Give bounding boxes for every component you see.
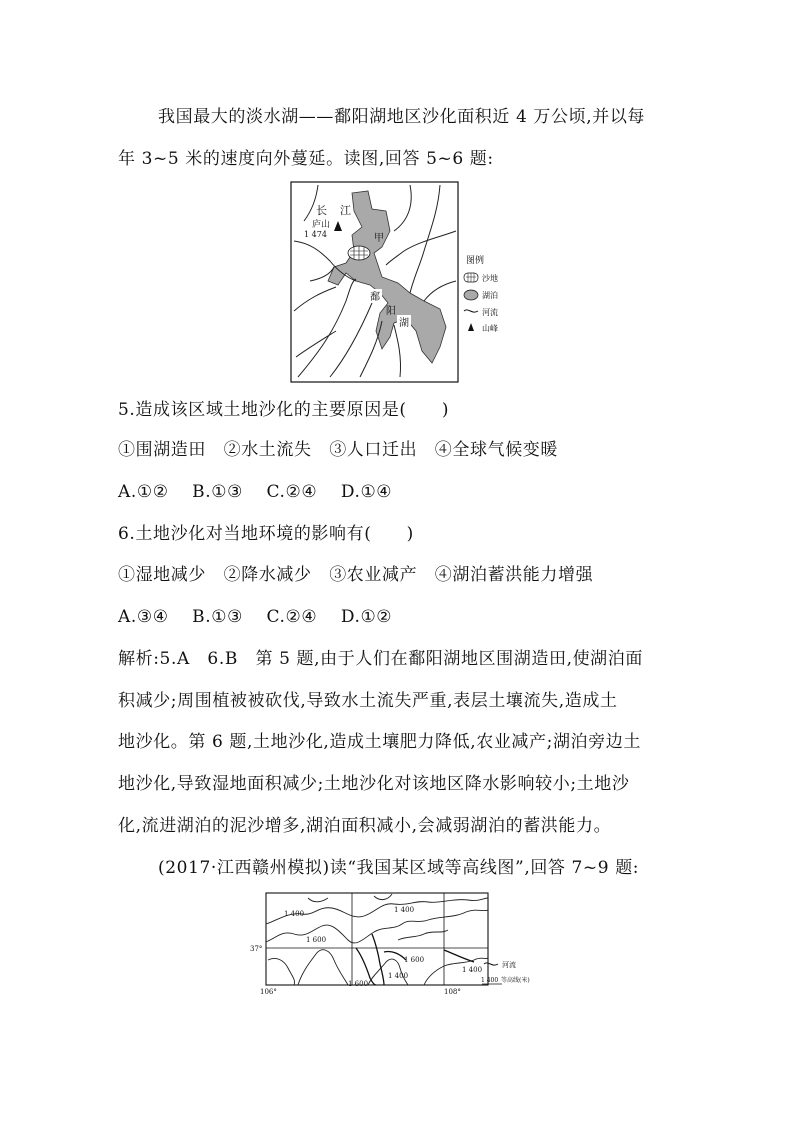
label-hu: 湖 xyxy=(399,318,409,329)
label-yang: 阳 xyxy=(386,306,396,317)
legend-peak-icon xyxy=(468,323,474,331)
intro-line-1: 我国最大的淡水湖——鄱阳湖地区沙化面积近 4 万公顷,并以每 xyxy=(158,107,646,127)
contour-label-1: 1 400 xyxy=(284,910,305,918)
label-chang: 长 xyxy=(316,204,327,217)
contour-label-6: 1 600 xyxy=(348,980,369,988)
legend2-river-label: 河流 xyxy=(502,961,516,969)
label-lushan: 庐山 xyxy=(312,220,331,230)
q6-choices: A.③④ B.①③ C.②④ D.①② xyxy=(118,607,393,627)
analysis-line-4: 地沙化,导致湿地面积减少;土地沙化对该地区降水影响较小;土地沙 xyxy=(118,774,630,794)
analysis-line-1: 解析:5.A 6.B 第 5 题,由于人们在鄱阳湖地区围湖造田,使湖泊面 xyxy=(118,649,643,669)
contour-label-5: 1 400 xyxy=(388,972,409,980)
q6-options: ①湿地减少 ②降水减少 ③农业减产 ④湖泊蓄洪能力增强 xyxy=(118,565,594,585)
legend-river-icon xyxy=(464,310,478,312)
contour-label-3: 1 600 xyxy=(306,936,327,944)
contour-label-4: 1 600 xyxy=(404,956,425,964)
contour-map xyxy=(248,890,548,996)
legend-lake-label: 湖泊 xyxy=(482,291,498,300)
legend-river-label: 河流 xyxy=(482,308,498,317)
sand-area xyxy=(348,246,370,260)
legend-title: 图例 xyxy=(466,256,485,266)
analysis-line-2: 积减少;周围植被被砍伐,导致水土流失严重,表层土壤流失,造成土 xyxy=(118,691,618,711)
map1-legend xyxy=(464,254,498,333)
label-jiang: 江 xyxy=(340,204,351,217)
legend-lake-icon xyxy=(464,290,478,300)
analysis-line-5: 化,流进湖泊的泥沙增多,湖泊面积减小,会减弱湖泊的蓄洪能力。 xyxy=(118,816,612,836)
label-po: 鄱 xyxy=(370,292,380,303)
map2-frame xyxy=(266,893,488,985)
legend-peak-label: 山峰 xyxy=(482,324,498,333)
q5-options: ①围湖造田 ②水土流失 ③人口迁出 ④全球气候变暖 xyxy=(118,440,558,460)
contour-label-2: 1 400 xyxy=(394,906,415,914)
longitude-right-label: 108° xyxy=(444,988,461,996)
latitude-label: 37° xyxy=(250,945,263,953)
contour-map-svg xyxy=(248,890,548,996)
label-jia: 甲 xyxy=(374,233,384,244)
q5-stem: 5.造成该区域土地沙化的主要原因是( ) xyxy=(118,400,450,420)
intro-line-2: 年 3~5 米的速度向外蔓延。读图,回答 5~6 题: xyxy=(118,149,494,169)
poyang-lake-map xyxy=(290,181,530,385)
q5-choices: A.①② B.①③ C.②④ D.①④ xyxy=(118,482,393,502)
label-elevation: 1 474 xyxy=(304,230,327,239)
analysis-line-3: 地沙化。第 6 题,土地沙化,造成土壤肥力降低,农业减产;湖泊旁边土 xyxy=(118,732,641,752)
legend-sand-label: 沙地 xyxy=(482,274,498,283)
longitude-left-label: 106° xyxy=(260,988,277,996)
q6-stem: 6.土地沙化对当地环境的影响有( ) xyxy=(118,524,414,544)
q7-intro: (2017·江西赣州模拟)读“我国某区域等高线图”,回答 7~9 题: xyxy=(158,858,640,878)
contour-label-7: 1 400 xyxy=(462,966,483,974)
poyang-lake-map-svg xyxy=(290,181,530,385)
legend2-contour-label: 等高线(米) xyxy=(501,977,530,984)
legend2-contour-value: 1 400 xyxy=(481,977,499,984)
